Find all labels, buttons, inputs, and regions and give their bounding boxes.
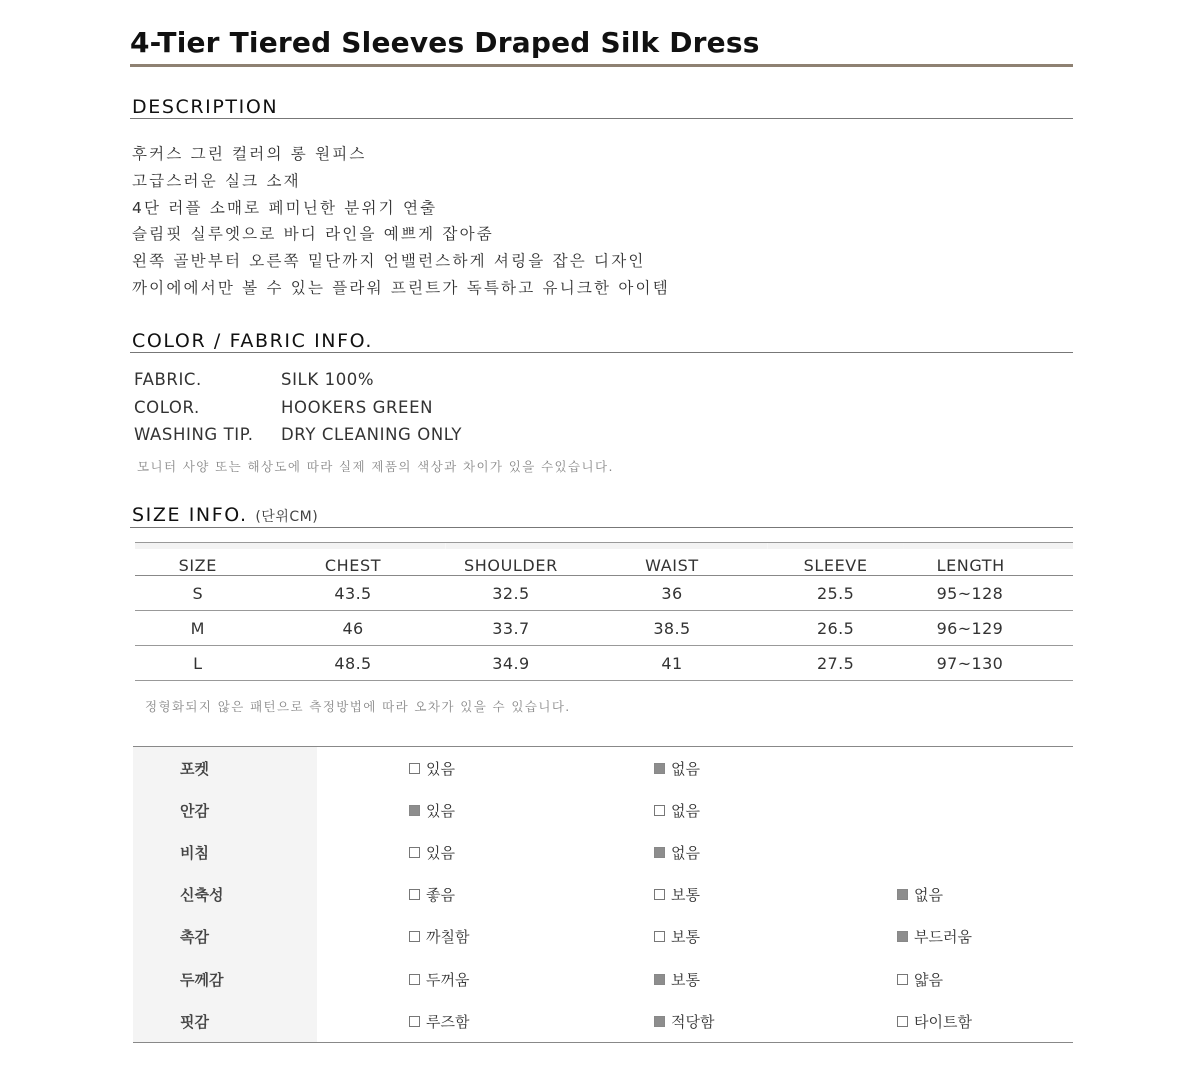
sleeve-cell: 26.5 — [816, 618, 855, 638]
fabric-label: FABRIC. — [134, 370, 202, 390]
property-option[interactable] — [409, 1011, 469, 1032]
washing-row — [134, 421, 462, 449]
length-cell: 97~130 — [936, 653, 1004, 673]
unchecked-box-icon[interactable] — [897, 974, 908, 985]
property-option-cell — [897, 874, 1073, 916]
size-table-header — [135, 543, 1073, 576]
shoulder-cell: 33.7 — [492, 618, 530, 638]
property-option[interactable] — [654, 884, 700, 905]
property-option-cell — [409, 916, 654, 958]
chest-cell: 48.5 — [334, 653, 372, 673]
table-row — [135, 611, 1073, 646]
description-line: 고급스러운 실크 소재 — [132, 171, 301, 190]
waist-cell: 38.5 — [653, 618, 691, 638]
option-label: 루즈함 — [426, 1012, 470, 1031]
property-option[interactable] — [409, 926, 469, 947]
property-name: 핏감 — [133, 1000, 317, 1043]
property-spacer — [317, 958, 409, 1000]
option-label: 적당함 — [671, 1012, 715, 1031]
col-length: LENGTH — [904, 543, 1073, 576]
unchecked-box-icon[interactable] — [654, 805, 665, 816]
option-label: 보통 — [671, 970, 700, 989]
property-option-cell — [897, 916, 1073, 958]
property-option-cell — [409, 1000, 654, 1043]
washing-value: DRY CLEANING ONLY — [281, 425, 463, 445]
unchecked-box-icon[interactable] — [409, 974, 420, 985]
property-row — [133, 874, 1073, 916]
color-value: HOOKERS GREEN — [281, 397, 434, 417]
checked-box-icon[interactable] — [654, 974, 665, 985]
property-option[interactable] — [409, 884, 455, 905]
property-row — [133, 916, 1073, 958]
property-option[interactable] — [654, 800, 700, 821]
property-option[interactable] — [897, 969, 943, 990]
shoulder-cell: 34.9 — [492, 653, 530, 673]
description-line: 후커스 그린 컬러의 롱 원피스 — [132, 145, 367, 163]
property-option-cell — [654, 789, 897, 831]
property-name: 두께감 — [133, 958, 317, 1000]
property-option-cell — [409, 958, 654, 1000]
option-label: 있음 — [426, 801, 455, 820]
table-row — [135, 646, 1073, 681]
property-option-cell — [897, 789, 1073, 831]
property-row — [133, 1000, 1073, 1043]
property-option-cell — [654, 958, 897, 1000]
property-spacer — [317, 874, 409, 916]
fabric-info-table — [134, 366, 462, 449]
option-label: 보통 — [671, 928, 700, 947]
description-line: 4단 러플 소매로 페미닌한 분위기 연출 — [132, 198, 438, 217]
title-divider — [130, 64, 1073, 67]
size-cell: L — [193, 653, 203, 673]
property-option-cell — [654, 874, 897, 916]
unchecked-box-icon[interactable] — [654, 889, 665, 900]
description-list — [132, 141, 670, 302]
length-cell: 96~129 — [936, 618, 1004, 638]
property-option[interactable] — [897, 1011, 972, 1032]
option-label: 타이트함 — [914, 1012, 972, 1031]
checked-box-icon[interactable] — [409, 805, 420, 816]
description-line: 까이에에서만 볼 수 있는 플라워 프린트가 독특하고 유니크한 아이템 — [132, 278, 670, 297]
unchecked-box-icon[interactable] — [409, 931, 420, 942]
unchecked-box-icon[interactable] — [409, 1016, 420, 1027]
property-option-cell — [409, 789, 654, 831]
option-label: 두꺼움 — [426, 970, 470, 989]
checked-box-icon[interactable] — [897, 931, 908, 942]
col-size: SIZE — [135, 543, 260, 576]
property-option-cell — [654, 747, 897, 790]
length-cell: 95~128 — [936, 583, 1004, 603]
property-row — [133, 831, 1073, 873]
property-option[interactable] — [654, 969, 700, 990]
size-cell: M — [190, 618, 205, 638]
properties-table — [133, 746, 1073, 1043]
property-option[interactable] — [654, 926, 700, 947]
description-heading: DESCRIPTION — [132, 96, 279, 118]
property-option[interactable] — [897, 884, 943, 905]
property-option-cell — [409, 831, 654, 873]
option-label: 없음 — [671, 843, 700, 862]
col-chest: CHEST — [260, 543, 445, 576]
option-label: 있음 — [426, 759, 455, 778]
fabric-row — [134, 366, 462, 394]
page-title: 4-Tier Tiered Sleeves Draped Silk Dress — [130, 26, 760, 59]
table-row — [135, 576, 1073, 611]
property-option[interactable] — [654, 842, 700, 863]
description-divider — [130, 118, 1073, 119]
color-label: COLOR. — [134, 397, 200, 417]
property-spacer — [317, 789, 409, 831]
option-label: 보통 — [671, 886, 700, 905]
property-option[interactable] — [409, 969, 469, 990]
color-fabric-heading: COLOR / FABRIC INFO. — [132, 330, 374, 352]
unchecked-box-icon[interactable] — [409, 889, 420, 900]
checked-box-icon[interactable] — [897, 889, 908, 900]
option-label: 없음 — [914, 886, 943, 905]
property-spacer — [317, 916, 409, 958]
property-name: 포켓 — [133, 747, 317, 790]
unchecked-box-icon[interactable] — [409, 763, 420, 774]
checked-box-icon[interactable] — [654, 1016, 665, 1027]
checked-box-icon[interactable] — [654, 847, 665, 858]
property-option-cell — [654, 831, 897, 873]
unchecked-box-icon[interactable] — [409, 847, 420, 858]
property-spacer — [317, 1000, 409, 1043]
chest-cell: 46 — [342, 618, 364, 638]
option-label: 없음 — [671, 759, 700, 778]
description-line: 슬림핏 실루엣으로 바디 라인을 예쁘게 잡아줌 — [132, 225, 494, 244]
waist-cell: 41 — [661, 653, 683, 673]
size-table — [135, 542, 1073, 681]
waist-cell: 36 — [661, 583, 683, 603]
size-cell: S — [192, 583, 204, 603]
shoulder-cell: 32.5 — [492, 583, 530, 603]
property-option[interactable] — [409, 800, 455, 821]
washing-label: WASHING TIP. — [134, 425, 254, 445]
color-disclaimer: 모니터 사양 또는 해상도에 따라 실제 제품의 색상과 차이가 있을 수있습니다. — [137, 459, 614, 474]
size-info-heading — [132, 504, 318, 526]
property-option-cell — [409, 747, 654, 790]
property-name: 안감 — [133, 789, 317, 831]
size-unit: (단위CM) — [255, 509, 319, 525]
size-info-divider — [130, 527, 1073, 528]
property-option-cell — [409, 874, 654, 916]
size-info-title: SIZE INFO. — [132, 504, 248, 526]
color-fabric-divider — [130, 352, 1073, 353]
property-row — [133, 747, 1073, 790]
property-option-cell — [654, 1000, 897, 1043]
property-option[interactable] — [654, 758, 700, 779]
description-line: 왼쪽 골반부터 오른쪽 밑단까지 언밸런스하게 셔링을 잡은 디자인 — [132, 252, 646, 271]
size-disclaimer: 정형화되지 않은 패턴으로 측정방법에 따라 오차가 있을 수 있습니다. — [145, 699, 571, 714]
option-label: 있음 — [426, 843, 455, 862]
col-waist: WAIST — [576, 543, 767, 576]
property-option[interactable] — [897, 926, 972, 947]
property-option-cell — [897, 1000, 1073, 1043]
option-label: 얇음 — [914, 970, 943, 989]
checked-box-icon[interactable] — [654, 763, 665, 774]
color-row — [134, 394, 462, 422]
col-sleeve: SLEEVE — [768, 543, 904, 576]
sleeve-cell: 27.5 — [816, 653, 855, 673]
property-name: 촉감 — [133, 916, 317, 958]
fabric-value: SILK 100% — [281, 370, 375, 390]
property-option-cell — [897, 958, 1073, 1000]
property-row — [133, 958, 1073, 1000]
property-option-cell — [897, 831, 1073, 873]
unchecked-box-icon[interactable] — [654, 931, 665, 942]
property-option[interactable] — [409, 758, 455, 779]
col-shoulder: SHOULDER — [446, 543, 577, 576]
property-row — [133, 789, 1073, 831]
property-option[interactable] — [654, 1011, 714, 1032]
property-name: 비침 — [133, 831, 317, 873]
property-name: 신축성 — [133, 874, 317, 916]
property-spacer — [317, 831, 409, 873]
option-label: 없음 — [671, 801, 700, 820]
unchecked-box-icon[interactable] — [897, 1016, 908, 1027]
option-label: 까칠함 — [426, 928, 470, 947]
property-option-cell — [897, 747, 1073, 790]
sleeve-cell: 25.5 — [816, 583, 855, 603]
property-option[interactable] — [409, 842, 455, 863]
option-label: 부드러움 — [914, 928, 972, 947]
property-option-cell — [654, 916, 897, 958]
option-label: 좋음 — [426, 886, 455, 905]
chest-cell: 43.5 — [334, 583, 372, 603]
property-spacer — [317, 747, 409, 790]
